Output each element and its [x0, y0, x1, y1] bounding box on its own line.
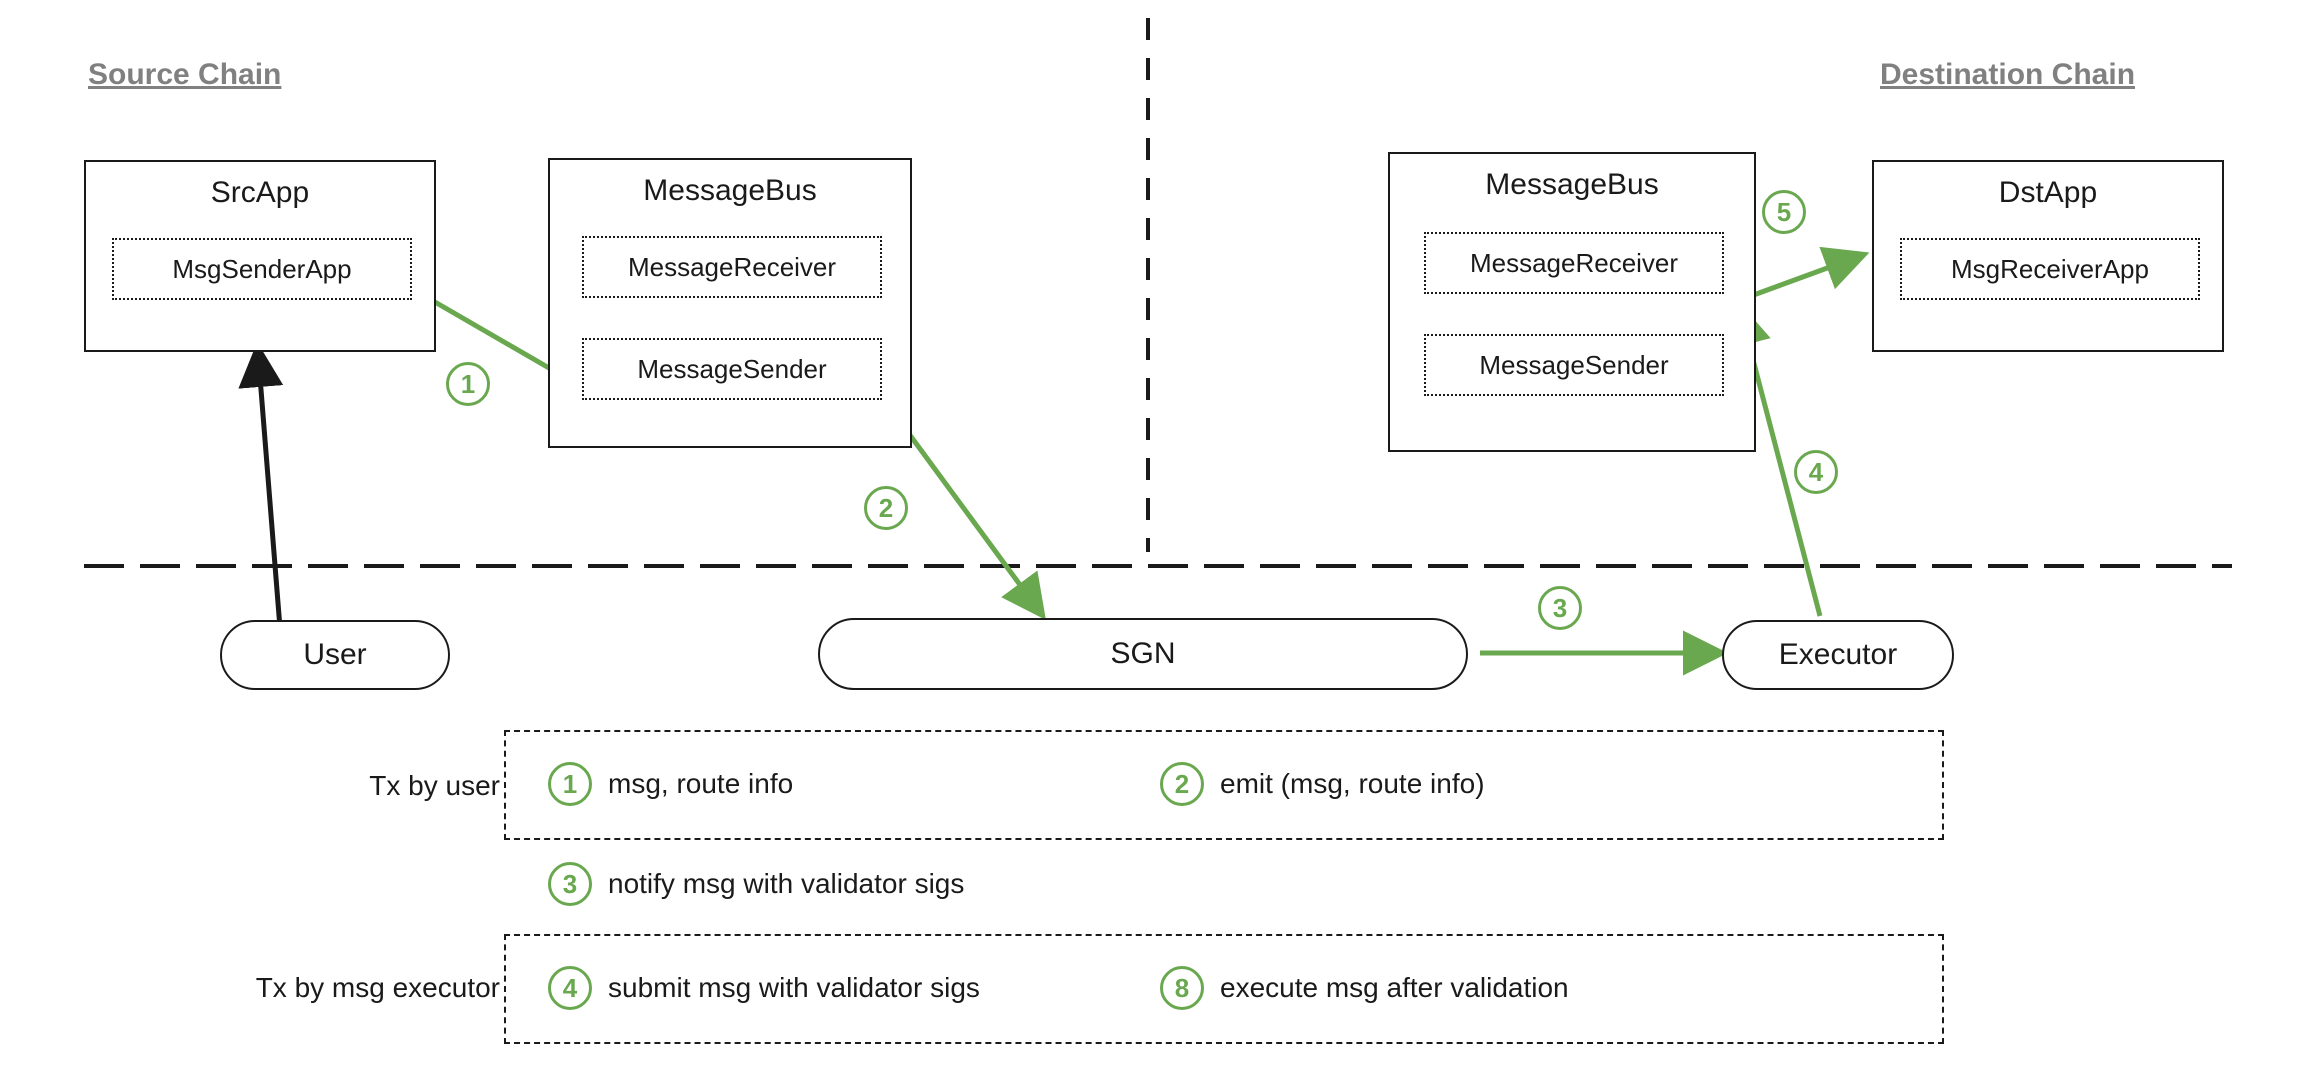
legend-text-2: emit (msg, route info) [1220, 768, 1485, 799]
legend-item-4 [548, 966, 980, 1010]
badge-flow-5: 5 [1762, 190, 1806, 234]
box-src-app-title: SrcApp [210, 176, 310, 209]
badge-flow-1: 1 [446, 362, 490, 406]
badge-flow-4: 4 [1794, 450, 1838, 494]
box-message-bus-dst[interactable] [1388, 152, 1756, 452]
pill-sgn[interactable]: SGN [818, 618, 1468, 690]
inner-message-sender-dst[interactable]: MessageSender [1424, 334, 1724, 396]
legend-badge-4: 4 [548, 966, 592, 1010]
arrow-flow-5 [1740, 256, 1860, 300]
legend-badge-3: 3 [548, 862, 592, 906]
arrow-flow-2 [890, 408, 1040, 612]
inner-message-sender-src[interactable]: MessageSender [582, 338, 882, 400]
inner-message-receiver-src[interactable]: MessageReceiver [582, 236, 882, 298]
legend-badge-1: 1 [548, 762, 592, 806]
heading-destination-chain: Destination Chain [1880, 58, 2136, 91]
legend-item-2 [1160, 762, 1485, 806]
legend-text-4: submit msg with validator sigs [608, 972, 980, 1003]
legend-label-tx-by-msg-executor: Tx by msg executor [255, 972, 500, 1003]
legend-item-3 [548, 862, 964, 906]
legend-item-1 [548, 762, 793, 806]
legend-text-8: execute msg after validation [1220, 972, 1569, 1003]
box-dst-app-title: DstApp [1998, 176, 2098, 209]
arrow-user-to-srcapp [258, 352, 280, 628]
box-message-bus-dst-title: MessageBus [1485, 168, 1659, 201]
inner-msg-sender-app[interactable]: MsgSenderApp [112, 238, 412, 300]
box-src-app[interactable] [84, 160, 436, 352]
legend-item-8 [1160, 966, 1569, 1010]
heading-source-chain: Source Chain [88, 58, 282, 91]
box-dst-app[interactable] [1872, 160, 2224, 352]
inner-msg-receiver-app[interactable]: MsgReceiverApp [1900, 238, 2200, 300]
legend-text-1: msg, route info [608, 768, 794, 799]
pill-user[interactable]: User [220, 620, 450, 690]
badge-flow-2: 2 [864, 486, 908, 530]
box-message-bus-src[interactable] [548, 158, 912, 448]
legend-badge-8: 8 [1160, 966, 1204, 1010]
pill-executor[interactable]: Executor [1722, 620, 1954, 690]
inner-message-receiver-dst[interactable]: MessageReceiver [1424, 232, 1724, 294]
box-message-bus-src-title: MessageBus [643, 174, 817, 207]
legend-badge-2: 2 [1160, 762, 1204, 806]
legend-text-3: notify msg with validator sigs [608, 868, 965, 899]
legend-label-tx-by-user: Tx by user [369, 770, 500, 801]
badge-flow-3: 3 [1538, 586, 1582, 630]
